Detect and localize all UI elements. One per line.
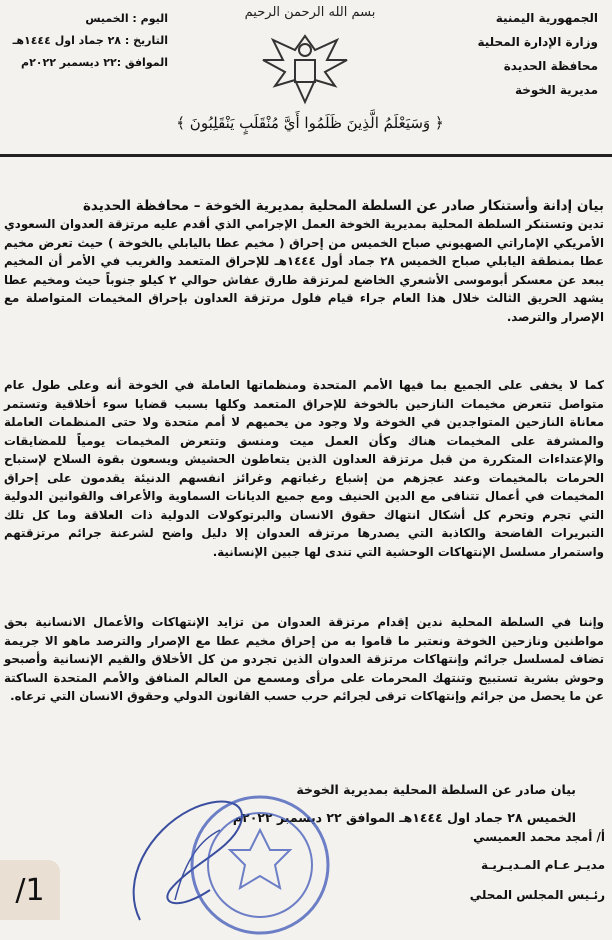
letterhead-line-republic: الجمهورية اليمنية	[495, 11, 598, 25]
signatory-role-council: رئـيس المجلس المحلي	[469, 888, 605, 902]
date-day: اليوم : الخميس	[85, 12, 168, 25]
closing-date: الخميس ٢٨ جماد اول ١٤٤٤هـ الموافق ٢٢ ديسمبر ٢٠٢٢م	[232, 810, 576, 825]
date-hijri: التاريخ : ٢٨ جماد اول ١٤٤٤هـ	[12, 34, 168, 47]
letterhead-line-district: مديرية الخوخة	[514, 83, 598, 97]
paragraph-3	[4, 613, 604, 706]
letterhead-line-ministry: وزارة الإدارة المحلية	[477, 35, 598, 49]
quran-verse: ﴿ وَسَيَعْلَمُ الَّذِينَ ظَلَمُوا أَيَّ مُنْقَلَبٍ يَنْقَلِبُونَ ﴾	[176, 114, 444, 132]
basmala: بسم الله الرحمن الرحيم	[244, 5, 376, 20]
closing-issuer: بيان صادر عن السلطة المحلية بمديرية الخوخة	[296, 782, 576, 797]
signatory-role-director: مديـر عـام المـديـريـة	[480, 858, 605, 872]
paragraph-1	[4, 215, 604, 326]
yemen-emblem-icon	[255, 30, 355, 110]
paragraph-2-text: كما لا يخفى على الجميع بما فيها الأمم المتحدة ومنظماتها العاملة في الخوخة أنه وعلى طول عام متواصل تتعرض مخيمات النازحين بالخوخة للإحراق المتعمد وكلها بسبب قضايا سوء أخلاقية وتستمر معاناة النازحين المتواجدين في الخوخة ولا وجود من يحميهم لا أمم متحدة ولا حتى المنظمات العاملة والمشرفة على المخيمات هناك وكأن العمل ميت ومنسق وتتعرض المخيمات يومياً للمضايقات والإعتداءات المتكررة من قبل مرتزقة العداون الذين يتعاطون الحشيش ويسعون بقوة السلاح لإستباح الحرمات بالمخيمات وعند عجزهم من إشباع رغباتهم وغرائز انفسهم الدنيئة يقدمون على إحراق المخيمات في أعمال تتنافى مع الدين الحنيف ومع جميع الديانات السماوية والأعراف والقوانين الدولية التي تجرم وتحرم كل أشكال انتهاك حقوق الانسان والبرتوكولات الدولية ذات العلاقة وما كل تلك التبريرات الفاضحة والكاذبة التي يصدرها مرتزقه العدوان إلا دليل واضح لشرعنة جرائم مرتزقتهم واستمرار مسلسل الإنتهاكات الوحشية التي تندى لها جبين الإنسانية.	[4, 378, 604, 559]
header-divider	[0, 154, 612, 157]
letterhead-right	[448, 6, 598, 102]
official-stamp-icon	[185, 790, 335, 940]
signatory-name: أ/ أمجد محمد العميسي	[473, 830, 605, 844]
paragraph-2	[4, 376, 604, 561]
date-gregorian: الموافق :٢٢ ديسمبر ٢٠٢٢م	[21, 56, 168, 69]
paragraph-3-text: وإننا في السلطة المحلية ندين إقدام مرتزقة العدوان من تزايد الإنتهاكات والأعمال الانسانية بحق مواطنين ونازحين الخوخة ونعتبر ما قاموا به من إحراق مخيم عطا مع الإصرار والترصد ماهو الا جريمة تضاف لمسلسل جرائم وإنتهاكات مرتزقة العدوان الذين تجردو من كل الأخلاق والقيم الإنسانية وأصبحو وحوش بشرية تستبيح وتنتهك المحرمات على مرأى ومسمع من العالم المنافق والأمم المتحدة الساكتة عن ما يحصل من جرائم وإنتهاكات ترقى لجرائم حرب حسب القانون الدولي وحقوق الانسان التي ترعاه.	[4, 615, 604, 703]
date-block	[12, 8, 168, 74]
paragraph-1-text: تدين وتستنكر السلطة المحلية بمديرية الخوخة العمل الإجرامي الذي أقدم عليه مرتزقة العدوان السعودي الأمريكي الإماراتي الصهيوني صباح الخميس من إحراق ( مخيم عطا باليابلي بالخوخة ) حيث تعرض مخيم عطا بمنطقة اليابلي صباح الخميس ٢٨ جماد أول ١٤٤٤هـ للإحراق المتعمد والغريب في الأمر أن المخيم يبعد عن معسكر أبوموسى الأشعري الخاضع لمرتزقة طارق عفاش حوالي ٢ كيلو جنوباً حيث ومخيم عطا يشهد الحريق الثالث خلال هذا العام جراء قيام فلول مرتزقة العداون بإحراق المخيمات المتواصلة مع الإصرار والترصد.	[4, 217, 604, 324]
statement-title: بيان إدانة وأستنكار صادر عن السلطة المحلية بمديرية الخوخة – محافظة الحديدة	[82, 198, 604, 214]
page-indicator: /1	[0, 860, 60, 920]
letterhead-line-governorate: محافظة الحديدة	[503, 59, 598, 73]
